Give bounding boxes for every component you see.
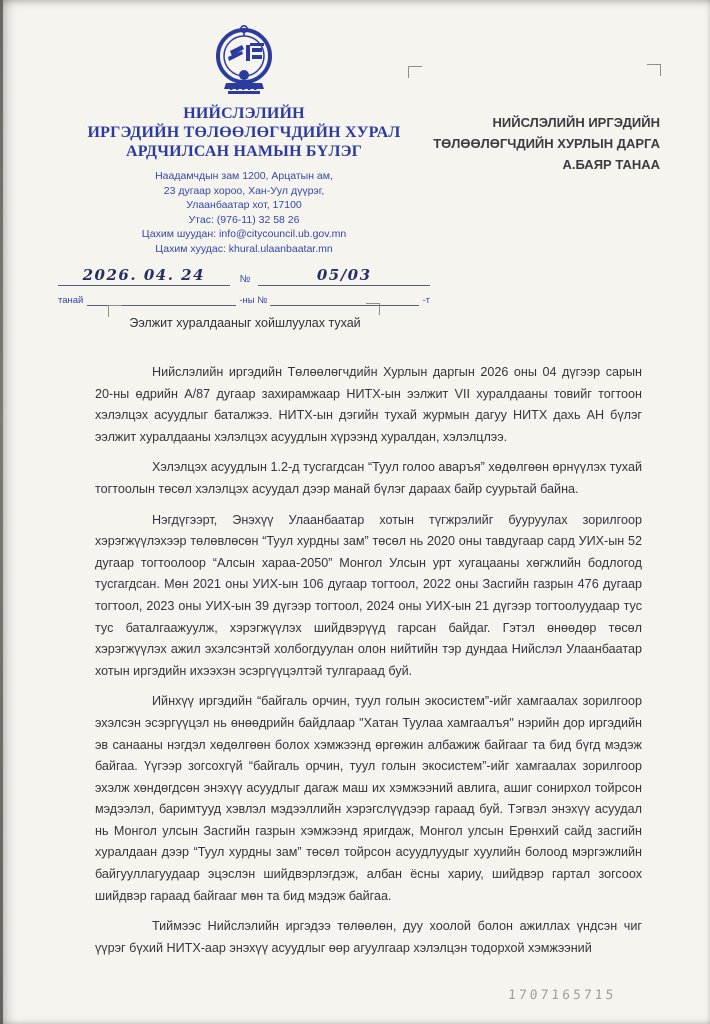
letter-body	[95, 362, 642, 968]
number-symbol: №	[239, 274, 251, 285]
number-field	[258, 266, 430, 286]
address-street: Наадамчдын зам 1200, Арцатын ам,	[155, 170, 333, 182]
org-name-line-1: НИЙСЛЭЛИЙН	[183, 105, 305, 122]
address-website: Цахим хуудас: khural.ulaanbaatar.mn	[155, 242, 333, 255]
body-paragraph-4: Ийнхүү иргэдийн “байгаль орчин, туул голын экосистем”-ийг хамгаалах зорилгоор эхэлсэн эсэргүүцэл нь өнөөдрийн байдлаар "Хатан Туулаа хамгаалъя" нэрийн дор иргэдийн эв санааны нэгдэл хөдөлгөөн болох хэмжээнд өргөжин албажиж байгааг та бид бүгд мэдэж байгаа. Үүгээр зогсохгүй “байгаль орчин, туул голын экосистем”-ийг хамгаалах зорилгоор эхэлж хөндөгдсөн энэхүү асуудлыг дагаж маш их хэмжээний авлига, ашиг сонирхол тойрсон мэдээлэл, баримтууд хэвлэл мэдээллийн хэрэгслүүдээр гараад буй. Тэгвэл энэхүү асуудал нь Монгол улсын Засгийн газрын хэмжээнд яригдаж, Монгол улсын Ерөнхий сайд засгийн хуралдаан дээр “Туул хурдны зам” төсөл тойрсон асуудлуудыг хуулийн болоод мэргэжлийн байгууллагуудаар эцэслэн шийдвэрлэгдэж, албан ёсны хариу, шийдвэр гартал зогсоох шийдвэр гараад байгааг мөн та бид мэдэж байгаа.	[95, 694, 642, 903]
recipient-crop-mark-left	[408, 66, 422, 78]
handwritten-number: 05/03	[316, 266, 372, 284]
handwritten-date: 2026. 04. 24	[82, 266, 206, 284]
scan-edge-shadow	[0, 0, 3, 1024]
recipient-line-1: НИЙСЛЭЛИЙН ИРГЭДИЙН	[492, 115, 660, 130]
subject-crop-mark-right	[366, 303, 380, 315]
address-phone: Утас: (976-11) 32 58 26	[188, 213, 300, 226]
reference-block	[58, 266, 430, 306]
your-suffix-label: -т	[422, 295, 430, 306]
date-number-row	[58, 266, 430, 286]
body-paragraph-2: Хэлэлцэх асуудлын 1.2-д тусгагдсан “Туул голоо аваръя” хөдөлгөөн өрнүүлэх тухай тогтоолын төсөл хэлэлцэх асуудал дээр манай бүлэг дараах байр суурьтай байна.	[95, 460, 642, 496]
body-paragraph-3: Нэгдүгээрт, Энэхүү Улаанбаатар хотын түгжрэлийг бууруулах зорилгоор хэрэгжүүлэхээр төлөвлөсөн “Туул хурдны зам” төсөл нь 2020 оны тавдугаар сард УИХ-ын 52 дугаар тогтоолоор “Алсын хараа-2050” Монгол Улсын урт хугацааны хөгжлийн бодлогод тусгагдсан. Мөн 2021 оны УИХ-ын 106 дугаар тогтоол, 2022 оны Засгийн газрын 476 дугаар тогтоол, 2023 оны УИХ-ын 39 дүгээр тогтоол, 2024 оны УИХ-ын 21 дүгээр тогтоолуудаар тус тус баталгаажуулж, хэрэгжүүлэх шийдвэрүүд гарсан байдаг. Гэтэл өнөөдөр төсөл хэрэгжүүлэх ажил эхэлсэнтэй холбогдуулан олон нийтийн тэр дундаа Нийслэл Улаанбаатар хотын иргэдийн ихээхэн эсэргүүцэлтэй тулгараад буй.	[95, 512, 642, 678]
body-paragraph-5: Тиймээс Нийслэлийн иргэдээ төлөөлөн, дуу хоолой болон ажиллах үндсэн чиг үүрэг бүхий НИТХ-аар энэхүү асуудлыг өөр агуулгаар хэлэлцэн тодорхой хэмжээний	[95, 919, 642, 955]
subject-line: Ээлжит хуралдааныг хойшлуулах тухай	[129, 316, 361, 330]
your-ref-field-2	[270, 305, 419, 306]
recipient-block	[360, 112, 660, 175]
org-address	[58, 169, 430, 256]
scan-stamp-number: 1707165715	[507, 988, 617, 1003]
org-name-line-2: ИРГЭДИЙН ТӨЛӨӨЛӨГЧДИЙН ХУРАЛ	[87, 124, 401, 141]
org-emblem-logo	[58, 22, 430, 100]
org-name-line-3: АРДЧИЛСАН НАМЫН БҮЛЭГ	[125, 143, 363, 160]
recipient-line-3: А.БАЯР ТАНАА	[562, 157, 660, 172]
your-number-label: -ны №	[239, 295, 268, 306]
address-city: Улаанбаатар хот, 17100	[186, 199, 302, 211]
your-label: танай	[58, 295, 84, 306]
recipient-line-2: ТӨЛӨӨЛӨГЧДИЙН ХУРЛЫН ДАРГА	[433, 136, 660, 151]
address-khoroo: 23 дугаар хороо, Хан-Уул дүүрэг,	[163, 184, 325, 197]
recipient-crop-mark-right	[647, 64, 661, 76]
address-email: Цахим шуудан: info@citycouncil.ub.gov.mn	[141, 228, 347, 240]
body-paragraph-1: Нийслэлийн иргэдийн Төлөөлөгчдийн Хурлын даргын 2026 оны 04 дүгээр сарын 20-ны өдрийн А/87 дугаар захирамжаар НИТХ-ын ээлжит VII хуралдааны товийг тогтоон хэлэлцэх асуудлыг баталжээ. НИТХ-ын дэгийн тухай журмын дагуу НИТХ дахь АН бүлэг ээлжит хуралдааны хэлэлцэх асуудлын хүрээнд хуралдан, хэлэлцлээ.	[95, 365, 642, 444]
date-field	[58, 266, 230, 286]
